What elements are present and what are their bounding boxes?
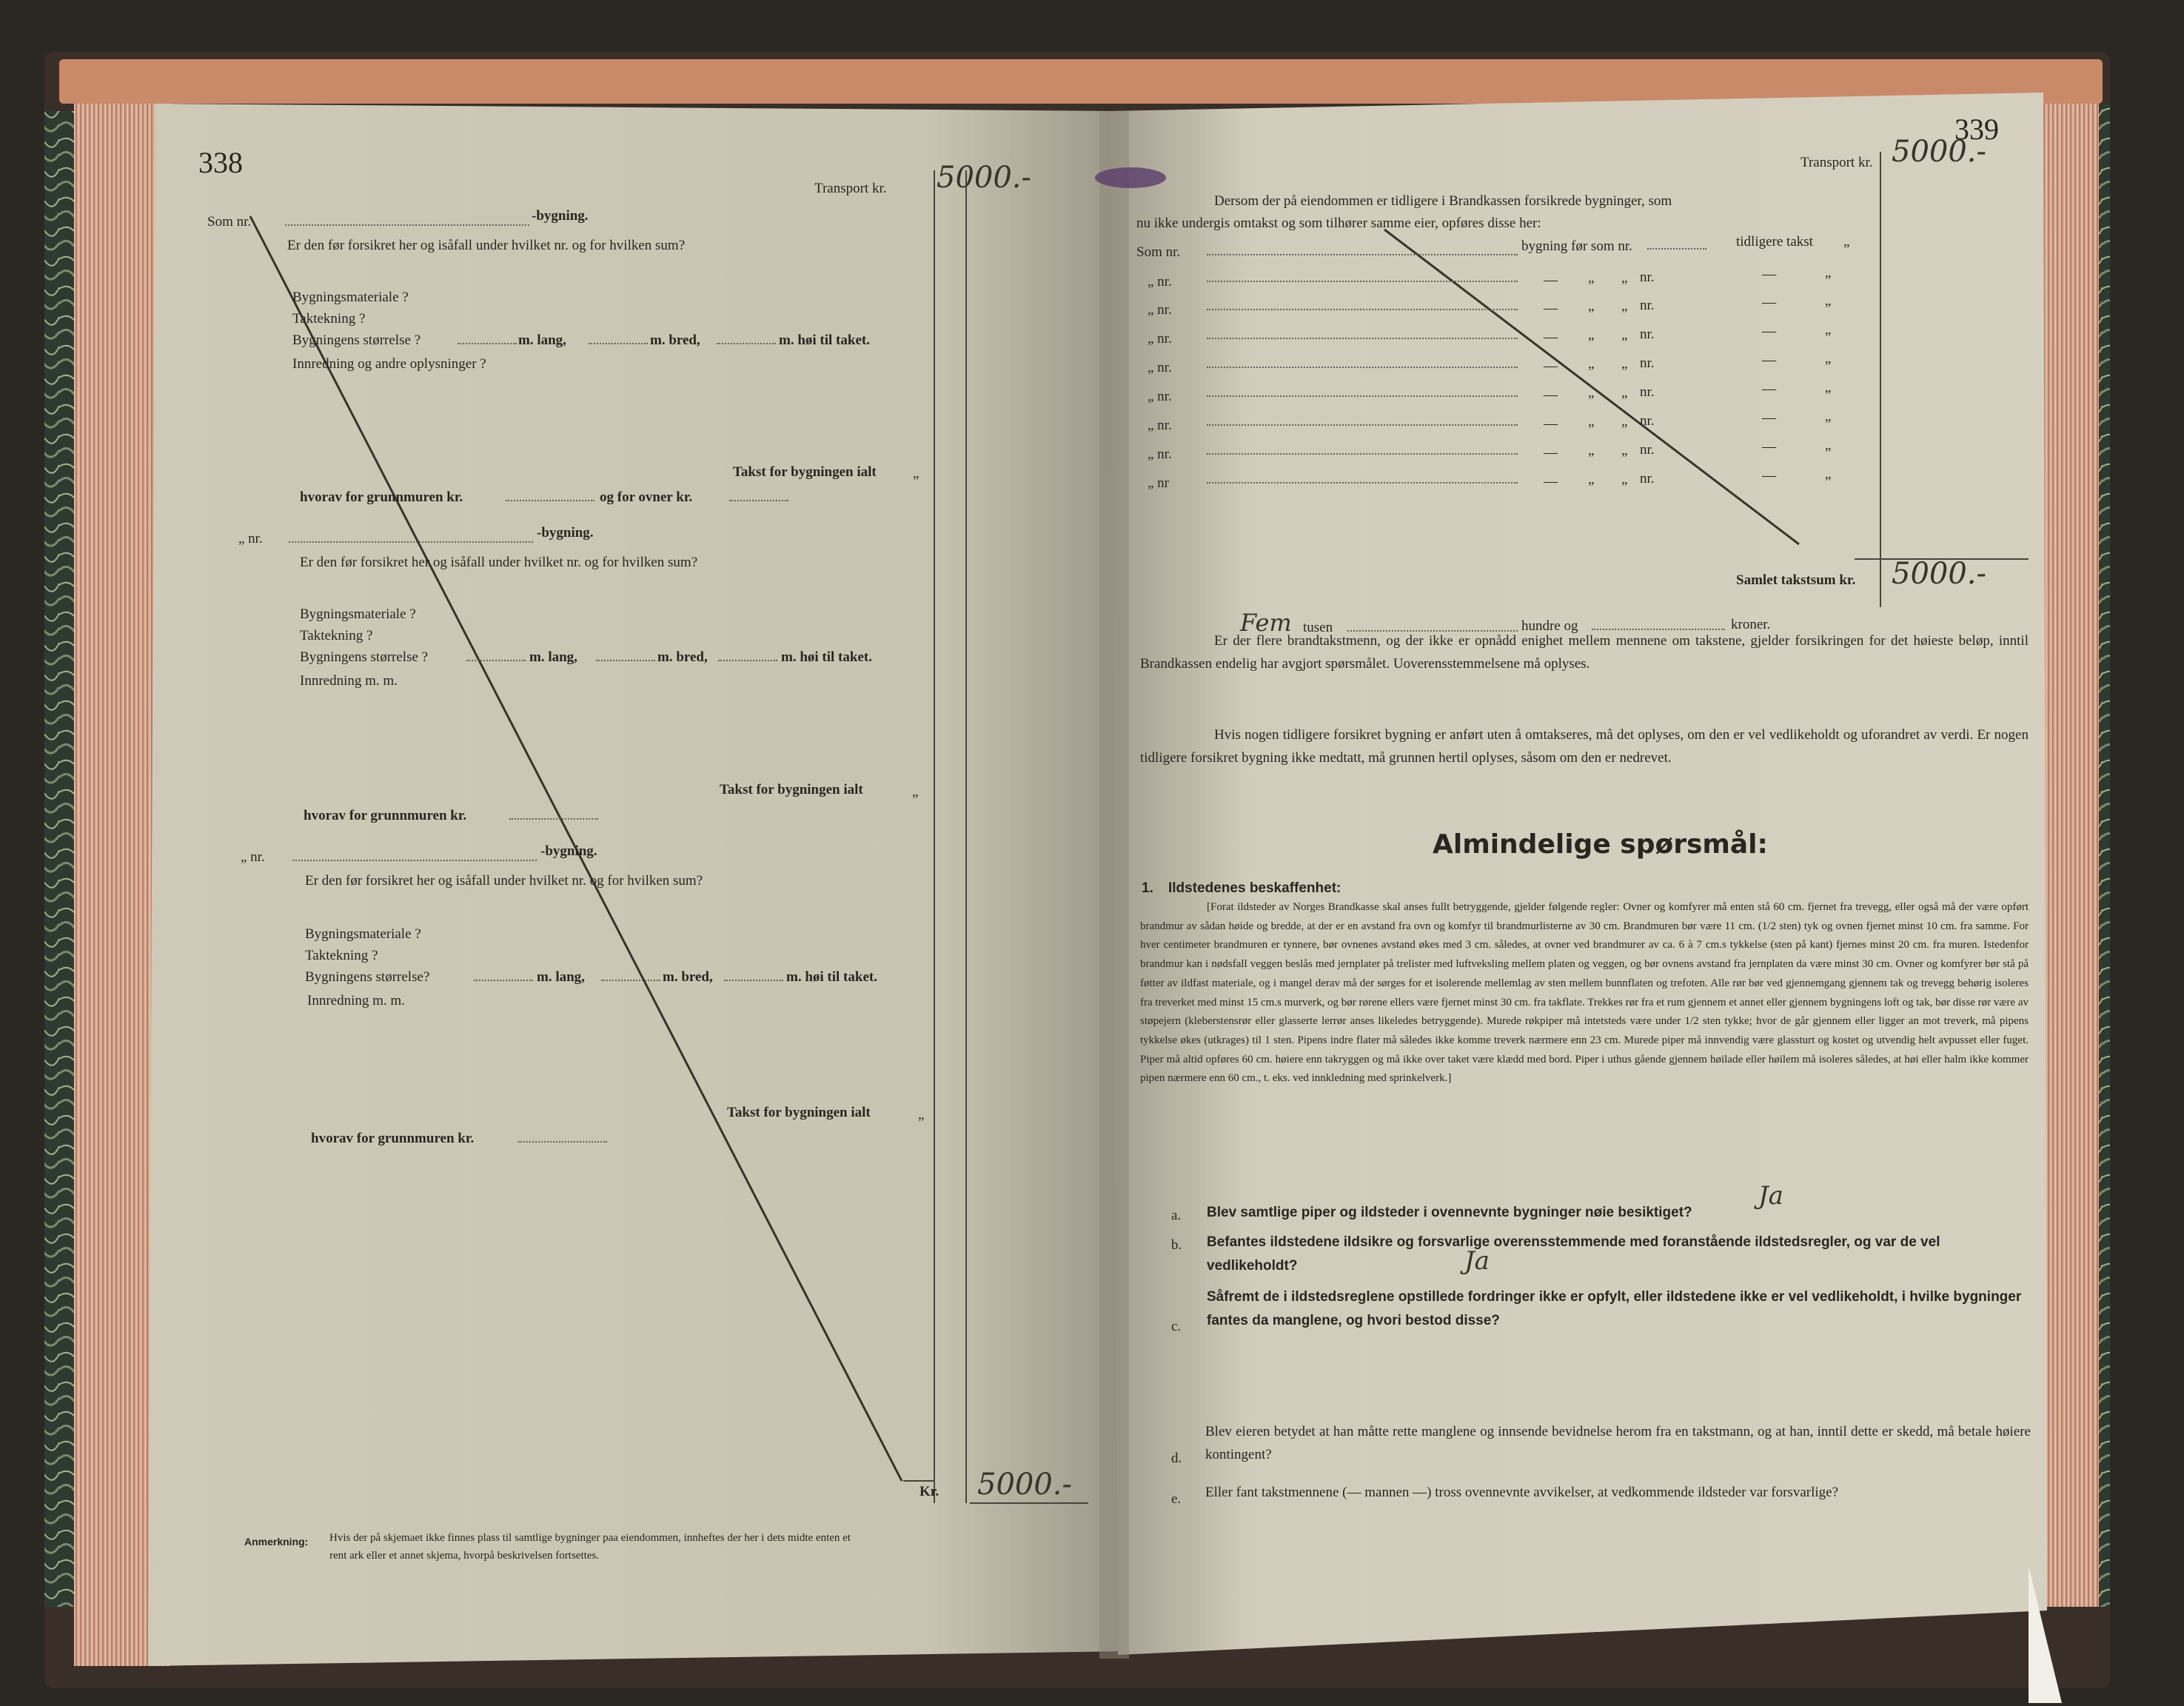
prev-row-dash: — [1762,295,1776,310]
prev-row-quote: „ [1825,466,1832,482]
prev-row-dash: — [1762,324,1776,339]
prev-row-0-building-label: bygning før som nr. [1521,238,1632,254]
prev-row-quote: „ [1588,385,1595,401]
bldg2-high: m. høi til taket. [781,649,872,665]
prev-row-0-quote: „ [1843,234,1850,250]
bldg1-ovner: og for ovner kr. [600,489,693,505]
bldg2-prefix: „ nr. [238,531,263,546]
bldg1-takst: Takst for bygningen ialt [733,464,877,480]
question-c-text: Såfremt de i ildstedsreglene opstillede fordringer ikke er opfylt, eller ildstedene ikke er vel vedlikeholdt, i hvilke bygninger fantes da manglene, og hvori bestod disse? [1207,1289,2022,1328]
bldg2-hvorav: hvorav for grunnmuren kr. [304,808,467,823]
prev-row-quote: „ [1588,327,1595,343]
left-kr-value: 5000.- [977,1468,1073,1502]
prev-row-blank[interactable] [1207,337,1518,339]
amount-words: Fem [1240,609,1292,637]
prev-row-0-blank[interactable] [1207,253,1518,255]
prev-row-quote: „ [1621,414,1628,429]
note-text-1: Hvis der på skjemaet ikke finnes plass til samtlige bygninger paa eiendommen, innheftes der her i dets midte enten et [329,1532,851,1544]
note-label: Anmerkning: [244,1536,309,1548]
prev-row-dash: — [1544,358,1558,374]
note-text-2: rent ark eller et annet skjema, hvorpå beskrivelsen fortsettes. [329,1550,600,1562]
prev-row-nr: nr. [1640,442,1655,458]
bldg1-roof: Taktekning ? [292,311,366,327]
prev-row-dash: — [1762,439,1776,455]
section-1-number: 1. [1142,880,1153,896]
bldg3-material: Bygningsmateriale ? [305,926,421,942]
prev-row-dash: — [1762,352,1776,368]
prev-row-quote: „ [1621,385,1628,401]
bldg3-suffix: -bygning. [540,843,597,859]
left-transport-value: 5000.- [937,161,1032,195]
intro-line-2: nu ikke undergis omtakst og som tilhører samme eier, opføres disse her: [1136,215,1541,231]
samlet-value: 5000.- [1892,557,1987,591]
prev-row-quote: „ [1621,356,1628,372]
prev-row-quote: „ [1588,270,1595,286]
bldg1-wide: m. bred, [650,332,700,348]
prev-row-dash: — [1544,416,1558,432]
prev-row-dash: — [1544,330,1558,345]
prev-row-nr: nr. [1640,413,1655,429]
bldg3-furnishing: Innredning m. m. [307,993,405,1008]
prev-row-quote: „ [1588,443,1595,458]
prev-row-dash: — [1544,474,1558,489]
prev-row-quote: „ [1621,443,1628,458]
bldg3-prefix: „ nr. [241,849,265,865]
question-a-answer: Ja [1758,1181,1783,1211]
bldg2-material: Bygningsmateriale ? [300,606,416,622]
intro-line-1: Dersom der på eiendommen er tidligere i Brandkassen forsikrede bygninger, som [1214,193,1672,209]
question-d-letter: d. [1171,1451,1182,1466]
question-d-text: Blev eieren betydet at han måtte rette manglene og innsende bevidnelse herom fra en takstmann, og at han, inntil dette er skedd, må betale høiere kontingent? [1205,1424,2031,1462]
prev-row-dash: — [1544,445,1558,461]
prev-row-blank[interactable] [1207,481,1518,484]
prev-row-0-prev-label: tidligere takst [1736,234,1813,250]
hundre-label: hundre og [1521,618,1578,634]
question-b-text: Befantes ildstedene ildsikre og forsvarlige overensstemmende med foranstående ildstedsregler, og var de vel vedlikeholdt? [1207,1234,1940,1274]
prev-row-quote: „ [1621,472,1628,487]
prev-row-nr: nr. [1640,384,1655,400]
prev-row-nr: nr. [1640,471,1655,486]
bldg2-roof: Taktekning ? [300,628,373,643]
prev-row-prefix: „ nr. [1148,389,1172,404]
prev-row-nr: nr. [1640,327,1655,342]
prev-row-nr: nr. [1640,270,1655,285]
prev-row-quote: „ [1621,327,1628,343]
question-e-letter: e. [1171,1491,1182,1507]
bldg2-prev-insured: Er den før forsikret her og isåfall under hvilket nr. og for hvilken sum? [300,555,698,570]
section-1-title: Ildstedenes beskaffenhet: [1168,880,1341,896]
prev-row-prefix: „ nr. [1148,360,1172,375]
left-page-number: 338 [198,146,243,179]
prev-row-quote: „ [1825,380,1832,395]
bldg3-takst-quote: „ [918,1107,925,1123]
prev-row-dash: — [1762,381,1776,397]
bldg3-takst: Takst for bygningen ialt [727,1105,871,1120]
bldg1-takst-quote: „ [913,466,920,481]
bldg3-roof: Taktekning ? [305,948,378,963]
left-transport-label: Transport kr. [814,181,887,196]
prev-row-quote: „ [1825,265,1832,281]
prev-row-blank[interactable] [1207,308,1518,310]
bldg3-long: m. lang, [537,969,585,985]
bldg2-long: m. lang, [529,649,577,665]
prev-row-quote: „ [1825,322,1832,338]
general-questions-heading: Almindelige spørsmål: [1433,829,1768,860]
question-b-letter: b. [1171,1237,1182,1253]
prev-row-quote: „ [1825,351,1832,367]
prev-row-prefix: „ nr. [1148,418,1172,433]
samlet-label: Samlet takstsum kr. [1736,572,1856,588]
prev-row-quote: „ [1825,409,1832,424]
prev-row-dash: — [1762,468,1776,484]
question-e-text: Eller fant takstmennene (— mannen —) tross ovennevnte avvikelser, at vedkommende ildsteder var forsvarlige? [1205,1485,1838,1500]
bldg2-furnishing: Innredning m. m. [300,673,398,689]
bldg1-long: m. lang, [518,332,566,348]
paragraph-previous-buildings: Hvis nogen tidligere forsikret bygning er anført uten å omtakseres, må det oplyses, om den er vel vedlikeholdt og uforandret av verdi. Er nogen tidligere forsikret bygning ikke medtatt, må grunnen hertil oplyses, såsom om den er nedrevet. [1140,727,2029,766]
bldg2-suffix: -bygning. [537,525,594,541]
bldg1-prefix: Som nr. [207,214,252,230]
bldg3-high: m. høi til taket. [786,969,877,985]
right-transport-value: 5000.- [1892,135,1987,169]
bldg2-takst-quote: „ [912,784,919,800]
prev-row-blank[interactable] [1207,424,1518,426]
prev-row-dash: — [1544,301,1558,316]
bldg1-suffix: -bygning. [532,208,589,224]
bldg3-prev-insured: Er den før forsikret her og isåfall under hvilket nr. og for hvilken sum? [305,873,703,889]
right-page-number: 339 [1954,113,1999,146]
paragraph-appraisers: Er der flere brandtakstmenn, og der ikke er opnådd enighet mellem mennene om takstene, gjelder forsikringen for det høieste beløp, inntil Brandkassen endelig har avgjort spørsmålet. Uoverensstemmelsene må oplyses. [1140,633,2029,672]
bldg2-takst: Takst for bygningen ialt [720,782,863,797]
prev-row-dash: — [1544,387,1558,403]
prev-row-quote: „ [1588,472,1595,487]
prev-row-quote: „ [1621,270,1628,286]
bldg2-size: Bygningens størrelse ? [300,649,429,665]
left-kr-label: Kr. [920,1484,939,1499]
prev-row-quote: „ [1621,298,1628,314]
question-a-letter: a. [1171,1208,1182,1223]
prev-row-quote: „ [1588,298,1595,314]
prev-row-prefix: „ nr. [1148,331,1172,347]
bldg1-furnishing: Innredning og andre oplysninger ? [292,356,486,372]
question-c-letter: c. [1171,1319,1182,1334]
prev-row-blank[interactable] [1207,452,1518,455]
fireplace-rules-text: [Forat ildsteder av Norges Brandkasse skal anses fullt betryggende, gjelder følgende regler: Ovner og komfyrer må enten stå 60 cm. fjernet fra trevegg, eller også må der være opført brandmur av sådan høide og bredde, at der er en avstand fra ovn og komfyr til brandmurlisterne av 30 cm. Brandmuren bør være 11 cm. (1/2 sten) tyk og ovnen fjernet minst 10 cm. fra samme. For hver centimeter brandmuren er tynnere, bør ovnenes avstand økes med 3 cm. således, at ovner ved brandmurer av ca. 6 à 7 cm.s tykkelse (sten på kant) fjernes minst 20 cm. fra muren. Istedenfor brandmur kan i nødsfall veggen beslås med jernplater på trelister med luftveksling mellem platen og veggen, og bør ovnens avstand fra jernplaten da være minst 30 cm. Ovner og komfyrer bør stå på føtter av ildfast materiale, og i mangel derav må der sørges for et isolerende mellemlag av sten mellem bunnflaten og trefoten. Alle rør bør ved gjennemgang gjennem tak og trevegg behørig isoleres fra treverket med minst 15 cm.s murverk, og bør rørene ellers være fjernet minst 30 cm. fra takflate. Trekkes rør fra et rum gjennem et annet eller gjennem bygningens loft og tak, bør disse rør være av støpejern (kleberstensrør eller glasserte lerrør anses likeledes betryggende). Murede røkpiper må intetsteds være under 1/2 sten tykke; hvor de går gjennem eller ligger an mot treverk, må pipens tykkelse økes (utkrages) til 1 sten. Pipens indre flater må således ikke komme treverk nærmere enn 23 cm. Murede piper må innvendig være glassturt og kostet og utvendig helt avpusset eller fuget. Piper må altid opføres 60 cm. høiere enn takryggen og må ikke over taket være klædd med bord. Piper i uthus gående gjennem høilade eller høilem må isoleres således, at høi eller halm ikke kommer pipen nærmere enn 60 cm., t. eks. ved innkledning med sprinkelverk.] [1140,901,2029,1085]
prev-row-quote: „ [1825,293,1832,309]
prev-row-nr: nr. [1640,355,1655,371]
prev-row-quote: „ [1825,438,1832,453]
prev-row-prefix: „ nr. [1148,446,1172,462]
bldg1-high: m. høi til taket. [779,332,870,348]
prev-row-nr: nr. [1640,298,1655,313]
prev-row-prefix: „ nr. [1148,274,1172,290]
bldg1-hvorav: hvorav for grunnmuren kr. [300,489,463,505]
bldg1-size: Bygningens størrelse ? [292,332,421,348]
prev-row-dash: — [1762,267,1776,282]
right-transport-label: Transport kr. [1801,155,1873,170]
prev-row-prefix: „ nr [1148,475,1170,491]
prev-row-blank[interactable] [1207,366,1518,368]
prev-row-quote: „ [1588,414,1595,429]
prev-row-0-nr-blank[interactable] [1647,247,1706,250]
bldg3-size: Bygningens størrelse? [305,969,430,985]
prev-row-blank[interactable] [1207,395,1518,397]
prev-row-0-prefix: Som nr. [1136,244,1181,260]
prev-row-dash: — [1762,410,1776,426]
prev-row-prefix: „ nr. [1148,302,1172,318]
bldg2-wide: m. bred, [657,649,708,665]
bldg3-wide: m. bred, [663,969,713,985]
kroner-label: kroner. [1731,617,1771,632]
question-b-answer: Ja [1464,1246,1490,1276]
prev-row-quote: „ [1588,356,1595,372]
bldg1-material: Bygningsmateriale ? [292,290,409,305]
prev-row-dash: — [1544,272,1558,288]
bldg3-hvorav: hvorav for grunnmuren kr. [311,1131,475,1146]
bldg1-prev-insured: Er den før forsikret her og isåfall under hvilket nr. og for hvilken sum? [287,238,686,253]
tusen-label: tusen [1303,620,1333,635]
prev-row-blank[interactable] [1207,280,1518,282]
question-a-text: Blev samtlige piper og ildsteder i ovennevnte bygninger nøie besiktiget? [1207,1205,1692,1220]
